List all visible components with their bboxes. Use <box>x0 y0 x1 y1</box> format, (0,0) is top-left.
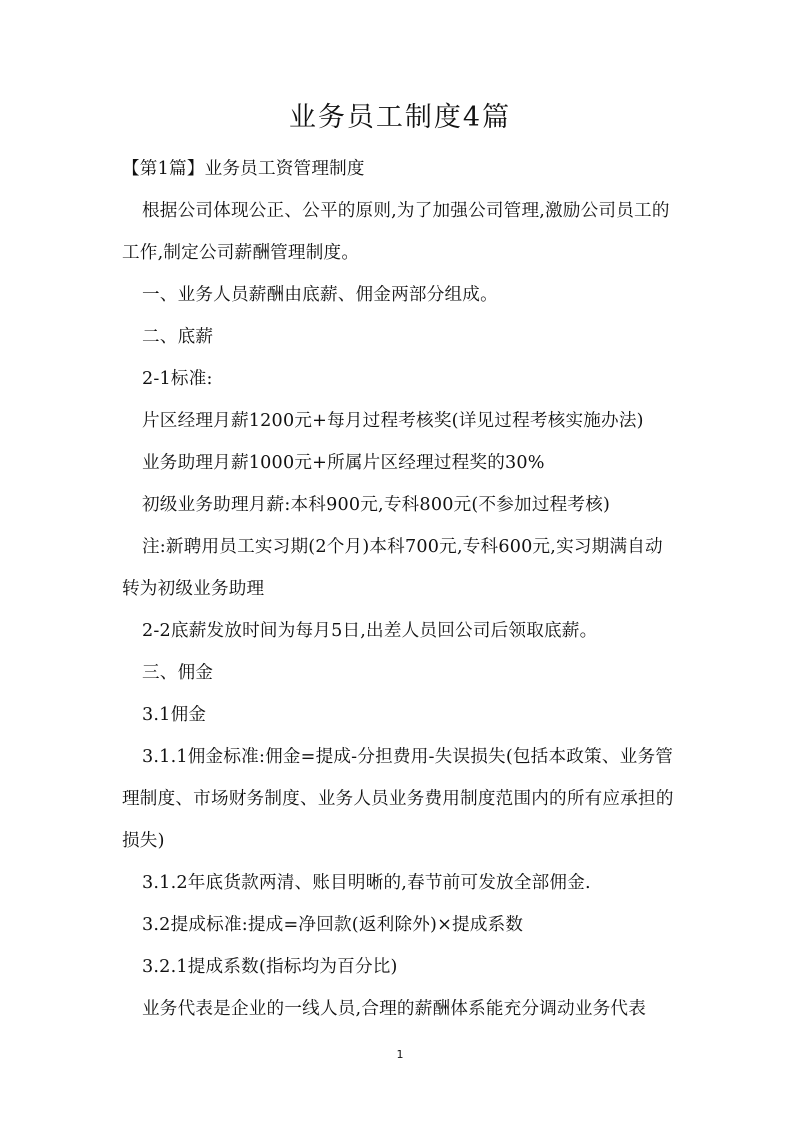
paragraph-3-1-2: 3.1.2年底货款两清、账目明晰的,春节前可发放全部佣金. <box>142 873 591 893</box>
paragraph-3-1-1: 3.1.1佣金标准:佣金=提成-分担费用-失误损失(包括本政策、业务管理制度、市场财务制度、业务人员业务费用制度范围内的所有应承担的损失) <box>122 747 674 851</box>
paragraph-3-2-1: 3.2.1提成系数(指标均为百分比) <box>142 957 398 977</box>
paragraph-item-1: 一、业务人员薪酬由底薪、佣金两部分组成。 <box>142 285 498 305</box>
paragraph-intro: 根据公司体现公正、公平的原则,为了加强公司管理,激励公司员工的工作,制定公司薪酬管理制度。 <box>122 201 670 263</box>
paragraph-area-manager-salary: 片区经理月薪1200元+每月过程考核奖(详见过程考核实施办法) <box>142 411 644 431</box>
paragraph-2-2: 2-2底薪发放时间为每月5日,出差人员回公司后领取底薪。 <box>142 621 598 641</box>
paragraph-junior-salary: 初级业务助理月薪:本科900元,专科800元(不参加过程考核) <box>142 495 611 515</box>
paragraph-3-1: 3.1佣金 <box>142 705 207 725</box>
document-body <box>122 148 678 1030</box>
paragraph-3-2: 3.2提成标准:提成=净回款(返利除外)×提成系数 <box>142 915 524 935</box>
paragraph-assistant-salary: 业务助理月薪1000元+所属片区经理过程奖的30% <box>142 453 545 473</box>
paragraph-2-1: 2-1标准: <box>142 369 213 389</box>
page-number: 1 <box>396 1048 404 1061</box>
paragraph-item-2: 二、底薪 <box>142 327 214 347</box>
section-heading: 【第1篇】业务员工资管理制度 <box>122 159 365 179</box>
paragraph-sales-rep: 业务代表是企业的一线人员,合理的薪酬体系能充分调动业务代表 <box>142 999 647 1019</box>
page-title: 业务员工制度4篇 <box>288 102 512 133</box>
paragraph-item-3: 三、佣金 <box>142 663 214 683</box>
paragraph-note: 注:新聘用员工实习期(2个月)本科700元,专科600元,实习期满自动转为初级业务助理 <box>122 537 663 599</box>
